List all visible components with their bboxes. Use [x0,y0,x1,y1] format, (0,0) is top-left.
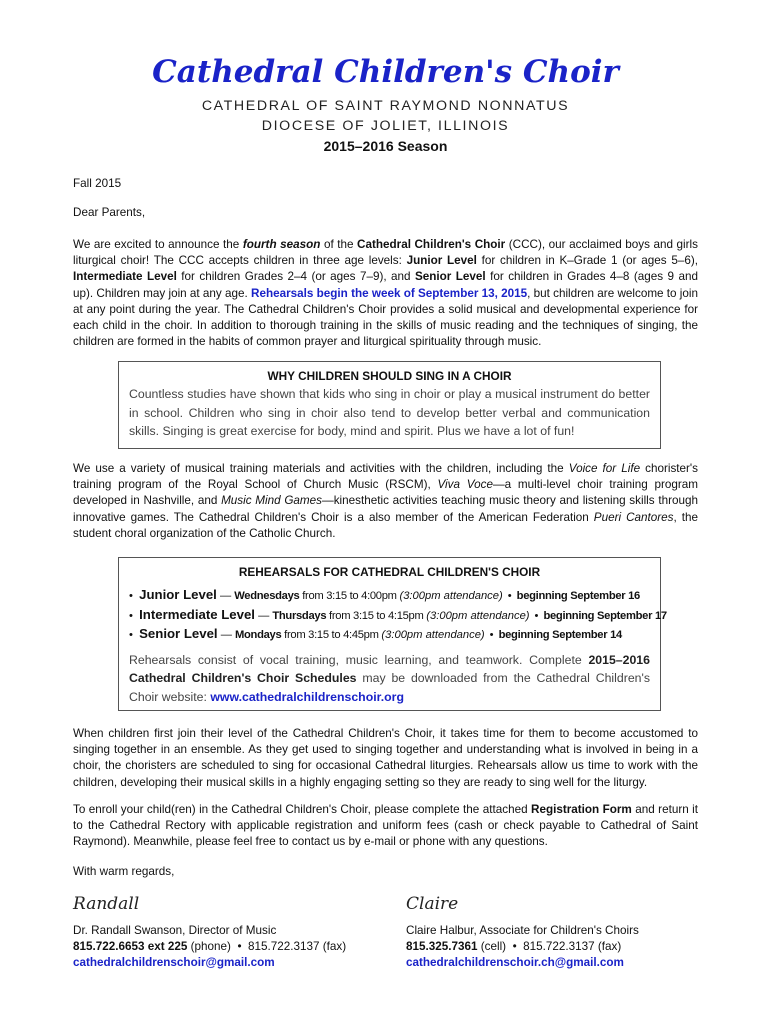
enroll-paragraph: To enroll your child(ren) in the Cathedral Children's Choir, please complete the attached Registration Form and return it to the Cathedral Rectory with applicable registration and uniform fees (cash or check payable to Cathedral of Saint Raymond). Meanwhile, please feel free to contact us by e-mail or phone with any questions. [73,803,698,849]
closing-line: With warm regards, [73,865,175,878]
rehearsal-item-intermediate: • Intermediate Level — Thursdays from 3:15 to 4:15pm (3:00pm attendance) • beginning September 17 [129,606,667,622]
associate-email-link[interactable]: cathedralchildrenschoir.ch@gmail.com [406,956,624,969]
rehearsal-item-junior: • Junior Level — Wednesdays from 3:15 to 4:00pm (3:00pm attendance) • beginning September 16 [129,587,640,602]
ensemble-paragraph: When children first join their level of the Cathedral Children's Choir, it takes time for them to become accustomed to singing together in an ensemble. As they get used to singing together and understanding what is involved in being in a choir, the choristers are scheduled to sing for occasional Cathedral liturgies. Rehearsals allow us time to work with the children, developing their musical skills in a highly engaging setting so they are ready to sing well for the liturgy. [73,727,698,789]
signer-contact: 815.325.7361 (cell) • 815.722.3137 (fax) [406,940,622,953]
signature-script: Claire [406,894,459,914]
rehearsal-list [129,586,667,645]
training-paragraph: We use a variety of musical training materials and activities with the children, including the Voice for Life chorister's training program of the Royal School of Church Music (RSCM), Viva Voce—a multi-level choir training program developed in Nashville, and Music Mind Games—kinesthetic activities teaching music theory and listening skills through innovative games. The Cathedral Children's Choir is a also member of the American Federation Pueri Cantores, the student choral organization of the Catholic Church. [73,462,699,540]
season-label: 2015–2016 Season [323,138,448,154]
letter-greeting: Dear Parents, [73,206,146,219]
rehearsal-start-highlight: Rehearsals begin the week of September 13, 2015 [251,286,528,300]
rehearsals-title: REHEARSALS FOR CATHEDRAL CHILDREN'S CHOIR [238,565,541,579]
signature-script: Randall [73,894,140,914]
why-sing-text: Countless studies have shown that kids who sing in choir or play a musical instrument do better in school. Children who sing in choir also tend to develop better verbal and communication skills. Singing is great exercise for body, mind and spirit. Plus we have a lot of fun! [129,387,650,438]
signature-associate [406,896,639,971]
director-email-link[interactable]: cathedralchildrenschoir@gmail.com [73,956,275,969]
cathedral-name: CATHEDRAL OF SAINT RAYMOND NONNATUS [201,98,570,114]
page-title: Cathedral Children's Choir [152,54,619,90]
signer-name: Claire Halbur, Associate for Children's Choirs [406,924,639,937]
why-sing-title: WHY CHILDREN SHOULD SING IN A CHOIR [267,369,512,383]
diocese-name: DIOCESE OF JOLIET, ILLINOIS [261,118,510,134]
choir-website-link[interactable]: www.cathedralchildrenschoir.org [210,689,404,704]
signer-contact: 815.722.6653 ext 225 (phone) • 815.722.3137 (fax) [73,940,347,953]
rehearsals-box [118,557,667,711]
signer-name: Dr. Randall Swanson, Director of Music [73,924,277,937]
rehearsal-item-senior: • Senior Level — Mondays from 3:15 to 4:45pm (3:00pm attendance) • beginning September 14 [129,626,622,641]
intro-paragraph: We are excited to announce the fourth season of the Cathedral Children's Choir (CCC), our acclaimed boys and girls liturgical choir! The CCC accepts children in three age levels: Junior Level for children in K–Grade 1 (or ages 5–6), Intermediate Level for children Grades 2–4 (or ages 7–9), and Senior Level for children in Grades 4–8 (ages 9 and up). Children may join at any age. Rehearsals begin the week of September 13, 2015, but children are welcome to join at any point during the year. The Cathedral Children's Choir provides a solid musical and developmental experience for each child in the choir. In addition to thorough training in the skills of music reading and the techniques of singing, the children are formed in the habits of common prayer and liturgical spirituality through music. [73,238,698,349]
why-sing-box [118,361,661,449]
signature-director [73,896,346,971]
rehearsal-note: Rehearsals consist of vocal training, music learning, and teamwork. Complete 2015–2016 Cathedral Children's Choir Schedules may be downloaded from the Cathedral Children's Choir website: www.cathedralchildrenschoir.org [129,652,650,704]
letter-date: Fall 2015 [73,177,122,190]
